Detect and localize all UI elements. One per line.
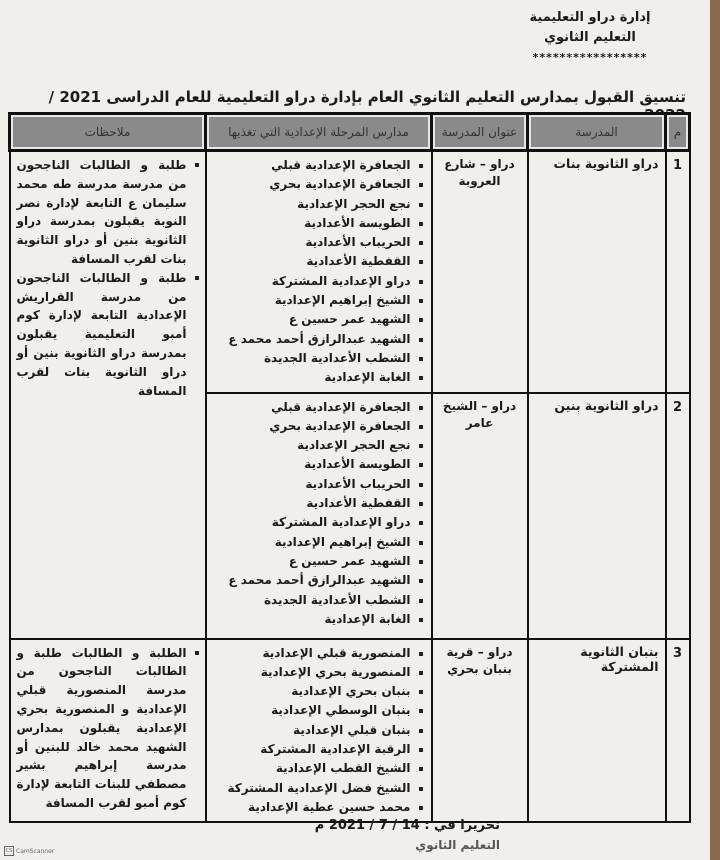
list-item: الجعافرة الإعدادية بحري — [213, 417, 411, 436]
camscanner-icon: CS — [5, 848, 13, 854]
scanner-watermark — [4, 846, 54, 856]
list-item: الشهيد عبدالرازق أحمد محمد ع — [213, 330, 411, 349]
row-number: 3 — [666, 639, 690, 823]
stars-divider: ***************** — [532, 51, 648, 64]
list-item: الشطب الأعدادية الجديدة — [213, 349, 411, 368]
list-item: نجع الحجر الإعدادية — [213, 436, 411, 455]
list-item: محمد حسين عطية الإعدادية — [213, 798, 411, 817]
letterhead — [510, 8, 670, 68]
list-item: الشيخ إبراهيم الإعدادية — [213, 533, 411, 552]
feeder-list-cell — [206, 639, 432, 823]
issue-date: تحريرا في : 14 / 7 / 2021 م — [314, 818, 500, 833]
table-row — [10, 639, 690, 823]
notes-cell — [10, 151, 206, 639]
signature-line: التعليم الثانوي — [415, 838, 500, 852]
list-item: الغابة الإعدادية — [213, 368, 411, 387]
list-item: الطويسة الأعدادية — [213, 455, 411, 474]
row-number: 1 — [666, 151, 690, 393]
feeder-list — [213, 644, 425, 818]
list-item: الطويسة الأعدادية — [213, 214, 411, 233]
list-item: الشطب الأعدادية الجديدة — [213, 591, 411, 610]
list-item: القفطية الأعدادية — [213, 494, 411, 513]
list-item: نجع الحجر الإعدادية — [213, 195, 411, 214]
list-item: دراو الإعدادية المشتركة — [213, 272, 411, 291]
col-header-num: م — [666, 114, 690, 151]
school-name: دراو الثانوية بنات — [528, 151, 666, 393]
school-name: دراو الثانوية بنين — [528, 393, 666, 639]
list-item: الشيخ فضل الإعدادية المشتركة — [213, 779, 411, 798]
notes-cell — [10, 639, 206, 823]
list-item: الشهيد عبدالرازق أحمد محمد ع — [213, 571, 411, 590]
col-header-notes: ملاحظات — [10, 114, 206, 151]
list-item: دراو الإعدادية المشتركة — [213, 513, 411, 532]
watermark-text: CamScanner — [16, 847, 55, 855]
admission-table — [8, 112, 691, 823]
row-number: 2 — [666, 393, 690, 639]
list-item: الغابة الإعدادية — [213, 610, 411, 629]
department-name: التعليم الثانوي — [544, 30, 636, 45]
document-title: تنسيق القبول بمدارس التعليم الثانوي العام بإدارة دراو التعليمية للعام الدراسى 2021 / — [48, 88, 686, 106]
list-item: الحريباب الأعدادية — [213, 475, 411, 494]
list-item: الشهيد عمر حسين ع — [213, 310, 411, 329]
col-header-feeders: مدارس المرحلة الإعدادية التي تغذيها — [206, 114, 432, 151]
school-address: دراو – قرية بنبان بحري — [432, 639, 528, 823]
admin-name: إدارة دراو التعليمية — [529, 10, 651, 25]
list-item: الجعافرة الإعدادية قبلي — [213, 398, 411, 417]
note-item: طلبة و الطالبات الناجحون من مدرسة القراريش الإعدادية التابعة لإدارة كوم أمبو التعليمية يقبلون بمدرسة دراو الثانوية بنين أو دراو الثانوية بنات لقرب المسافة — [17, 269, 199, 401]
list-item: الرقبة الإعدادية المشتركة — [213, 740, 411, 759]
table-header-row — [10, 114, 690, 151]
list-item: المنصورية قبلي الإعدادية — [213, 644, 411, 663]
note-item: الطلبة و الطالبات طلبة و الطالبات الناجحون من مدرسة المنصورية قبلي الإعدادية و المنصورية بحري الإعدادية يقبلون بمدارس الشهيد محمد خالد للبنين أو مدرسة إبراهيم بشير مصطفي للبنات التابعة لإدارة كوم أمبو لقرب المسافة — [17, 644, 199, 813]
school-address: دراو – الشيخ عامر — [432, 393, 528, 639]
col-header-address: عنوان المدرسة — [432, 114, 528, 151]
list-item: الجعافرة الإعدادية قبلي — [213, 156, 411, 175]
school-name: بنبان الثانوية المشتركة — [528, 639, 666, 823]
feeder-list — [213, 398, 425, 630]
list-item: الشيخ إبراهيم الإعدادية — [213, 291, 411, 310]
table-row — [10, 151, 690, 393]
list-item: الشيخ القطب الإعدادية — [213, 759, 411, 778]
list-item: بنبان قبلي الإعدادية — [213, 721, 411, 740]
col-header-school: المدرسة — [528, 114, 666, 151]
list-item: بنبان الوسطي الإعدادية — [213, 701, 411, 720]
feeder-list-cell — [206, 151, 432, 393]
feeder-list — [213, 156, 425, 388]
list-item: المنصورية بحري الإعدادية — [213, 663, 411, 682]
list-item: الجعافرة الإعدادية بحري — [213, 175, 411, 194]
feeder-list-cell — [206, 393, 432, 639]
school-address: دراو – شارع العروبة — [432, 151, 528, 393]
list-item: القفطية الأعدادية — [213, 252, 411, 271]
note-item: طلبة و الطالبات الناجحون من مدرسة مدرسة طه محمد سليمان ع التابعة لإدارة نصر النوبة يقبلون بمدرسة دراو الثانوية بنين أو دراو الثانوية بنات لقرب المسافة — [17, 156, 199, 269]
list-item: الحريباب الأعدادية — [213, 233, 411, 252]
list-item: الشهيد عمر حسين ع — [213, 552, 411, 571]
list-item: بنبان بحري الإعدادية — [213, 682, 411, 701]
